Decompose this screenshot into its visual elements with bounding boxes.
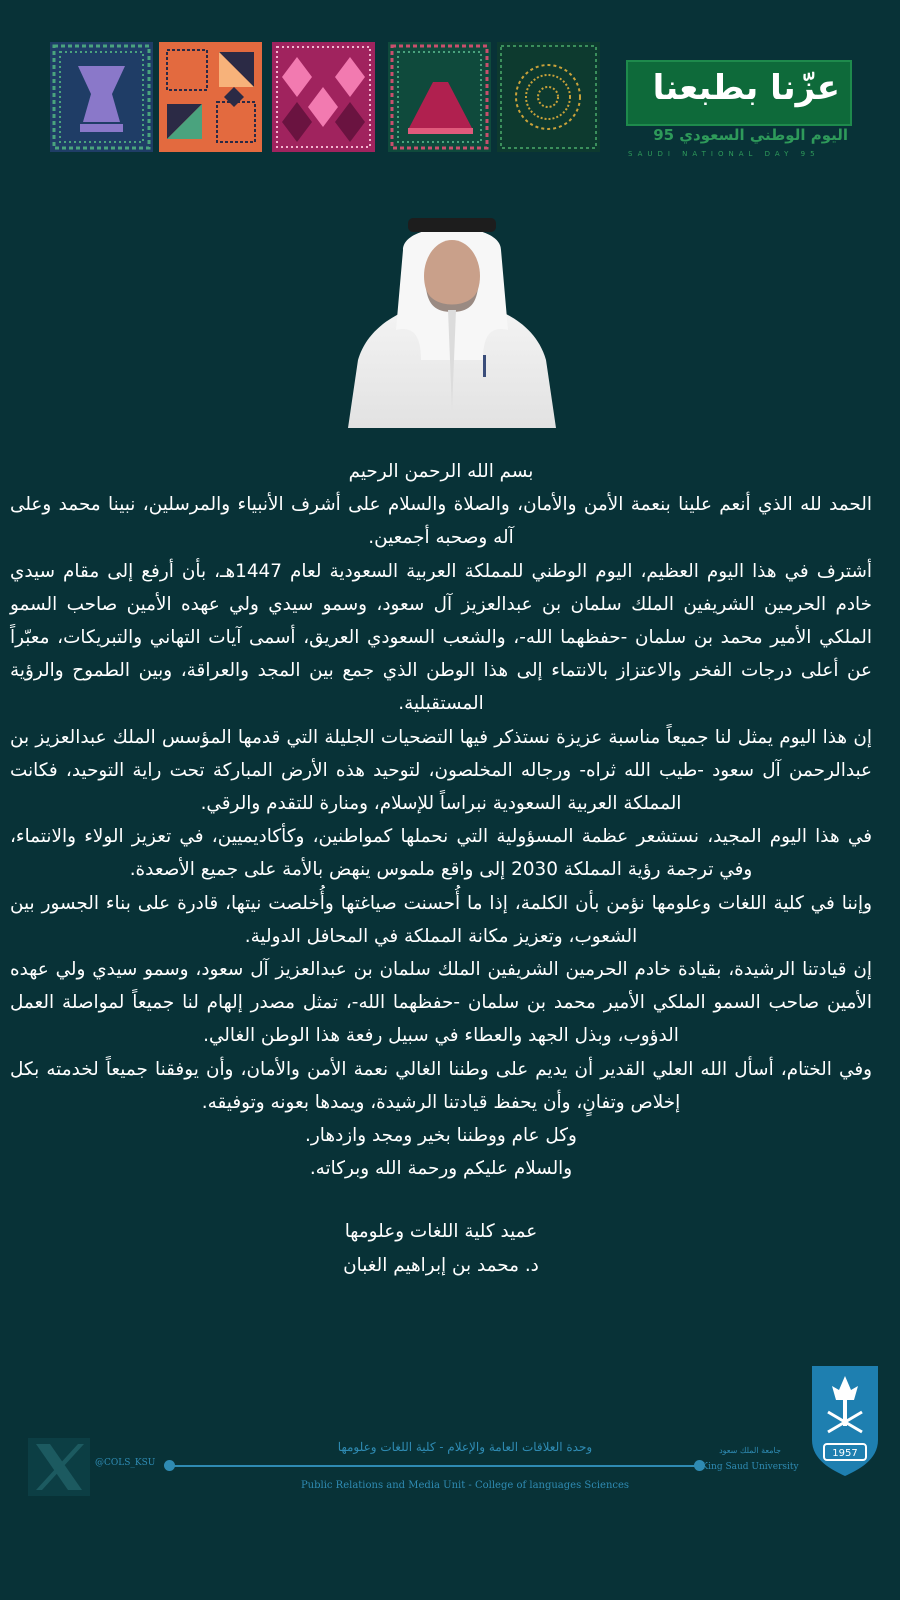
letter-paragraph: والسلام عليكم ورحمة الله وبركاته. bbox=[309, 1158, 573, 1180]
letter-paragraph: وإننا في كلية اللغات وعلومها نؤمن بأن الكلمة، إذا ما أُحسنت صياغتها وأُخلصت نيتها، قادرة على بناء الجسور بين الشعوب، وتعزيز مكانة المملكة في المحافل الدولية. bbox=[10, 892, 872, 947]
letter-paragraph: إن هذا اليوم يمثل لنا جميعاً مناسبة عزيزة نستذكر فيها التضحيات الجليلة التي قدمها المؤسس الملك عبدالعزيز بن عبدالرحمن آل سعود -طيب الله ثراه- ورجاله المخلصون، لتوحيد هذه الأرض المباركة تحت راية التوحيد، فكانت المملكة العربية السعودية نبراساً للإسلام، ومنارة للتقدم والرقي. bbox=[10, 726, 872, 815]
footer-divider bbox=[170, 1465, 700, 1467]
letter-paragraph: في هذا اليوم المجيد، نستشعر عظمة المسؤولية التي نحملها كمواطنين، وكأكاديميين، في تعزيز الولاء والانتماء، وفي ترجمة رؤية المملكة 2030 إلى واقع ملموس ينهض بالأمة على جميع الأصعدة. bbox=[10, 826, 872, 881]
congratulation-letter bbox=[10, 455, 872, 1282]
footer bbox=[0, 1360, 900, 1500]
unit-english: Public Relations and Media Unit - College of languages Sciences bbox=[300, 1480, 630, 1491]
dean-portrait bbox=[348, 210, 556, 428]
ksu-logo-icon bbox=[806, 1360, 884, 1476]
sadu-tile-orange bbox=[159, 42, 262, 152]
letter-paragraph: إن قيادتنا الرشيدة، بقيادة خادم الحرمين الشريفين الملك سلمان بن عبدالعزيز آل سعود، وسمو سيدي ولي عهده الأمين صاحب السمو الملكي الأمير محمد بن سلمان -حفظهما الله-، تمثل مصدر إلهام لنا جميعاً لمواصلة العمل الدؤوب، وبذل الجهد والعطاء في سبيل رفعة هذا الوطن الغالي. bbox=[10, 959, 872, 1047]
ksu-logo-year: 1957 bbox=[832, 1448, 858, 1459]
brand-english: SAUDI NATIONAL DAY 95 bbox=[628, 150, 820, 158]
sadu-tile-green-mountain bbox=[388, 42, 491, 152]
brand-logo-box bbox=[626, 60, 852, 126]
letter-paragraph: الحمد لله الذي أنعم علينا بنعمة الأمن والأمان، والصلاة والسلام على أشرف الأنبياء والمرسلين، نبينا محمد وعلى آله وصحبه أجمعين. bbox=[10, 494, 872, 549]
x-logo-icon[interactable] bbox=[28, 1438, 90, 1496]
sadu-tile-navy bbox=[50, 42, 153, 152]
letter-paragraph: وفي الختام، أسأل الله العلي القدير أن يديم على وطننا الغالي نعمة الأمن والأمان، وأن يوفقنا جميعاً لخدمته بكل إخلاص وتفانٍ، وأن يحفظ قيادتنا الرشيدة، ويمدها بعونه وتوفيقه. bbox=[10, 1058, 872, 1113]
social-handle[interactable]: @COLS_KSU bbox=[95, 1458, 156, 1468]
brand-title: عزّنا بطبعنا bbox=[652, 68, 840, 108]
basmala: بسم الله الرحمن الرحيم bbox=[348, 461, 534, 482]
signature-title: عميد كلية اللغات وعلومها bbox=[344, 1221, 538, 1243]
university-english: King Saud University bbox=[701, 1462, 799, 1472]
sadu-tile-green-star bbox=[497, 42, 600, 152]
sadu-tile-magenta bbox=[272, 42, 375, 152]
university-arabic: جامعة الملك سعود bbox=[719, 1446, 781, 1455]
signature-name: د. محمد بن إبراهيم الغبان bbox=[343, 1254, 539, 1276]
unit-arabic: وحدة العلاقات العامة والإعلام - كلية اللغات وعلومها bbox=[337, 1440, 593, 1454]
letter-paragraph: أشترف في هذا اليوم العظيم، اليوم الوطني للمملكة العربية السعودية لعام 1447هـ، بأن أرفع إلى مقام سيدي خادم الحرمين الشريفين الملك سلمان بن عبدالعزيز آل سعود، وسمو سيدي ولي عهده الأمين صاحب السمو الملكي الأمير محمد بن سلمان -حفظهما الله-، والشعب السعودي العريق، أسمى آيات التهاني والتبريكات، معبّراً عن أعلى درجات الفخر والاعتزاز بالانتماء إلى هذا الوطن الذي جمع بين المجد والعراقة، وبين الطموح والرؤية المستقبلية. bbox=[10, 560, 872, 715]
brand-subtitle: اليوم الوطني السعودي 95 bbox=[653, 126, 848, 144]
spacer bbox=[10, 1185, 872, 1215]
national-day-brand bbox=[626, 60, 856, 160]
letter-paragraph: وكل عام ووطننا بخير ومجد وازدهار. bbox=[305, 1125, 577, 1147]
